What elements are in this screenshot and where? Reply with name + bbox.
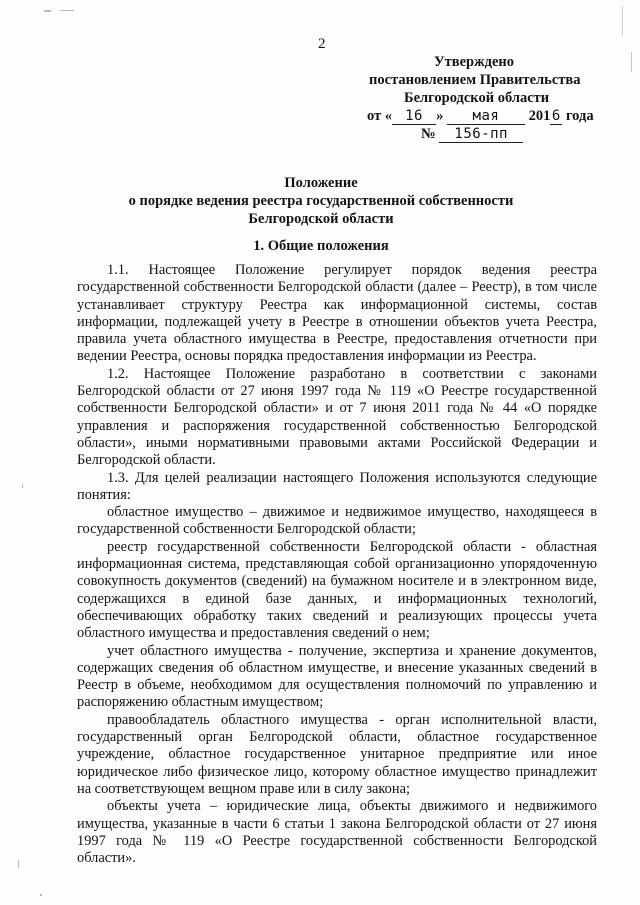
definition-registry: реестр государственной собственности Белгородской области - областная информационная система, представляющая собой организационно упорядоченную совокупность документов (сведений) на бумажном носителе и в электронном виде, содержащихся в единой базе данных, и информационных технологий, обеспечивающих обработку таких сведений и реализующих процессы учета областного имущества и предоставления сведений о нем; <box>77 538 597 642</box>
scan-artifact <box>60 10 74 11</box>
approval-number-line <box>356 125 596 143</box>
date-suffix: года <box>565 108 594 124</box>
date-day: 16 <box>392 109 436 125</box>
title-line-3: Белгородской области <box>248 211 394 227</box>
document-title <box>90 174 552 228</box>
definition-accounting-objects: объекты учета – юридические лица, объекты движимого и недвижимого имущества, указанные в части 6 статьи 1 закона Белгородской области от 27 июня 1997 года № 119 «О Реестре государственной собственности Белгородской области». <box>77 798 597 867</box>
scan-artifact <box>622 6 623 36</box>
definition-property-accounting: учет областного имущества - получение, экспертиза и хранение документов, содержащих сведения об областном имуществе, и внесение указанных сведений в Реестр в объеме, необходимом для осуществления полномочий по управлению и распоряжению областным имуществом; <box>77 642 597 711</box>
date-mid: » <box>436 108 444 124</box>
title-line-1: Положение <box>284 175 358 191</box>
title-line-2: о порядке ведения реестра государственной собственности <box>128 193 514 209</box>
definition-right-holder: правообладатель областного имущества - орган исполнительной власти, государственный орган Белгородской области, областное государственное учреждение, областное государственное унитарное предприятие или иное юридическое либо физическое лицо, которому областное имущество принадлежит на соответствующем вещном праве или в силу закона; <box>77 711 597 797</box>
approval-line-approved: Утверждено <box>434 54 514 70</box>
section-heading: 1. Общие положения <box>253 238 389 254</box>
approval-line-region: Белгородской области <box>404 90 550 106</box>
date-year-digit: 6 <box>551 108 561 124</box>
scan-artifact <box>44 10 51 12</box>
page-number: 2 <box>318 36 326 52</box>
date-year-prefix: 201 <box>528 108 551 124</box>
scan-artifact <box>22 484 23 488</box>
definition-regional-property: областное имущество – движимое и недвижимое имущество, находящееся в государственной собственности Белгородской области; <box>77 504 597 538</box>
scan-artifact <box>631 52 632 72</box>
document-body <box>77 262 597 867</box>
date-prefix: от « <box>367 108 393 124</box>
number-label: № <box>421 126 436 142</box>
number-value: 156-пп <box>439 127 523 143</box>
approval-stamp-block <box>356 53 596 143</box>
approval-line-resolution: постановлением Правительства <box>369 72 581 88</box>
approval-date-line <box>356 107 596 125</box>
scan-artifact <box>18 860 19 868</box>
paragraph-1-3: 1.3. Для целей реализации настоящего Положения используются следующие понятия: <box>77 469 597 503</box>
paragraph-1-1: 1.1. Настоящее Положение регулирует порядок ведения реестра государственной собственности Белгородской области (далее – Реестр), в том числе устанавливает структуру Реестра как информационной системы, состав информации, подлежащей учету в Реестре в отношении объектов учета Реестра, правила учета областного имущества в Реестре, предоставления отчетности при ведении Реестра, основы порядка предоставления информации из Реестра. <box>77 262 597 365</box>
paragraph-1-2: 1.2. Настоящее Положение разработано в соответствии с законами Белгородской области от 27 июня 1997 года № 119 «О Реестре государственной собственности Белгородской области» и от 7 июня 2011 года № 44 «О порядке управления и распоряжения государственной собственностью Белгородской области», иными нормативными правовыми актами Российской Федерации и Белгородской области. <box>77 365 597 469</box>
date-month: мая <box>447 109 525 125</box>
scan-artifact <box>40 894 42 896</box>
